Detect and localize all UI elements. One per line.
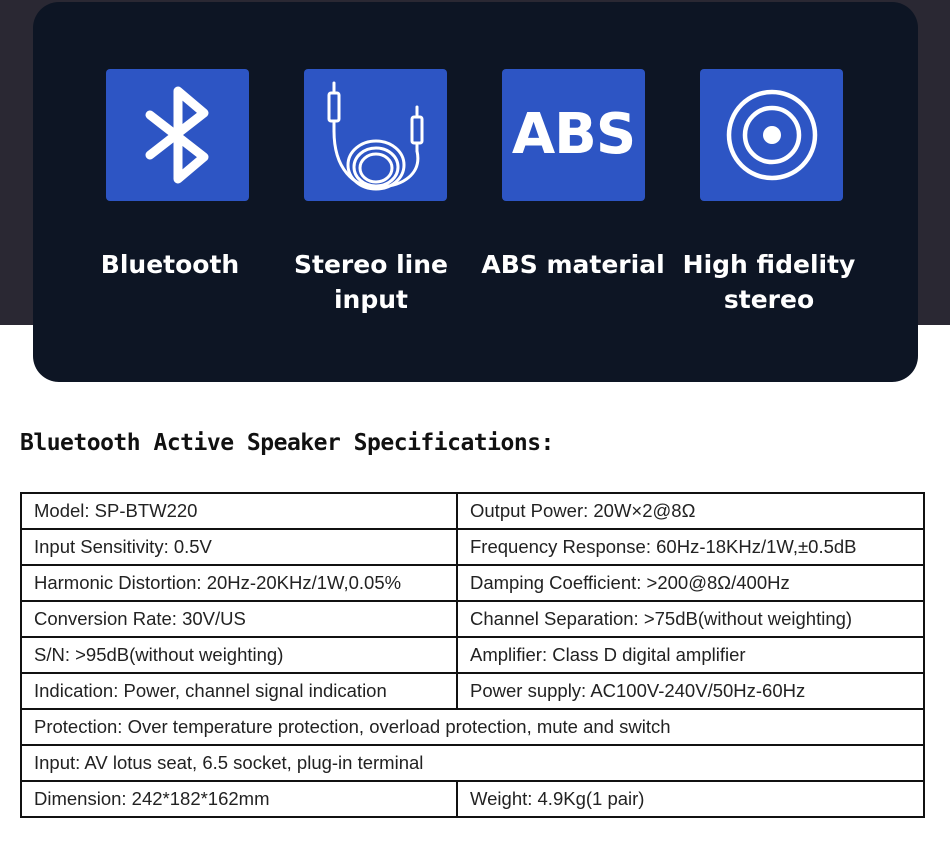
bluetooth-icon: [106, 69, 249, 201]
table-row: [21, 709, 924, 745]
table-row: [21, 745, 924, 781]
abs-icon: [502, 69, 645, 201]
feature-label-line1: ABS material: [481, 250, 665, 279]
table-row: [21, 565, 924, 601]
spec-cell: Dimension: 242*182*162mm: [21, 781, 457, 817]
feature-label: [473, 247, 673, 282]
feature-label: [271, 247, 471, 317]
spec-cell: Weight: 4.9Kg(1 pair): [457, 781, 924, 817]
spec-cell: S/N: >95dB(without weighting): [21, 637, 457, 673]
feature-label: [70, 247, 270, 282]
spec-cell: Frequency Response: 60Hz-18KHz/1W,±0.5dB: [457, 529, 924, 565]
spec-cell-full: Input: AV lotus seat, 6.5 socket, plug-in terminal: [21, 745, 924, 781]
spec-cell: Harmonic Distortion: 20Hz-20KHz/1W,0.05%: [21, 565, 457, 601]
feature-label-line1: Bluetooth: [100, 250, 240, 279]
spec-cell: Damping Coefficient: >200@8Ω/400Hz: [457, 565, 924, 601]
spec-cell-full: Protection: Over temperature protection, overload protection, mute and switch: [21, 709, 924, 745]
feature-label: [669, 247, 869, 317]
table-row: [21, 637, 924, 673]
table-row: [21, 493, 924, 529]
feature-label-line2: input: [333, 285, 408, 314]
spec-cell: Amplifier: Class D digital amplifier: [457, 637, 924, 673]
table-row: [21, 601, 924, 637]
feature-card: [33, 2, 918, 382]
speaker-cone-icon: [700, 69, 843, 201]
audio-cable-icon: [304, 69, 447, 201]
spec-cell: Model: SP-BTW220: [21, 493, 457, 529]
feature-label-line2: stereo: [723, 285, 815, 314]
feature-label-line1: High fidelity: [682, 250, 856, 279]
specifications-title: Bluetooth Active Speaker Specifications:: [20, 430, 554, 456]
spec-cell: Input Sensitivity: 0.5V: [21, 529, 457, 565]
spec-cell: Indication: Power, channel signal indication: [21, 673, 457, 709]
spec-cell: Output Power: 20W×2@8Ω: [457, 493, 924, 529]
table-row: [21, 673, 924, 709]
table-row: [21, 529, 924, 565]
spec-cell: Channel Separation: >75dB(without weighting): [457, 601, 924, 637]
spec-cell: Power supply: AC100V-240V/50Hz-60Hz: [457, 673, 924, 709]
table-row: [21, 781, 924, 817]
specifications-table: [20, 492, 925, 818]
feature-label-line1: Stereo line: [294, 250, 448, 279]
spec-cell: Conversion Rate: 30V/US: [21, 601, 457, 637]
abs-icon-text: ABS: [511, 102, 636, 167]
